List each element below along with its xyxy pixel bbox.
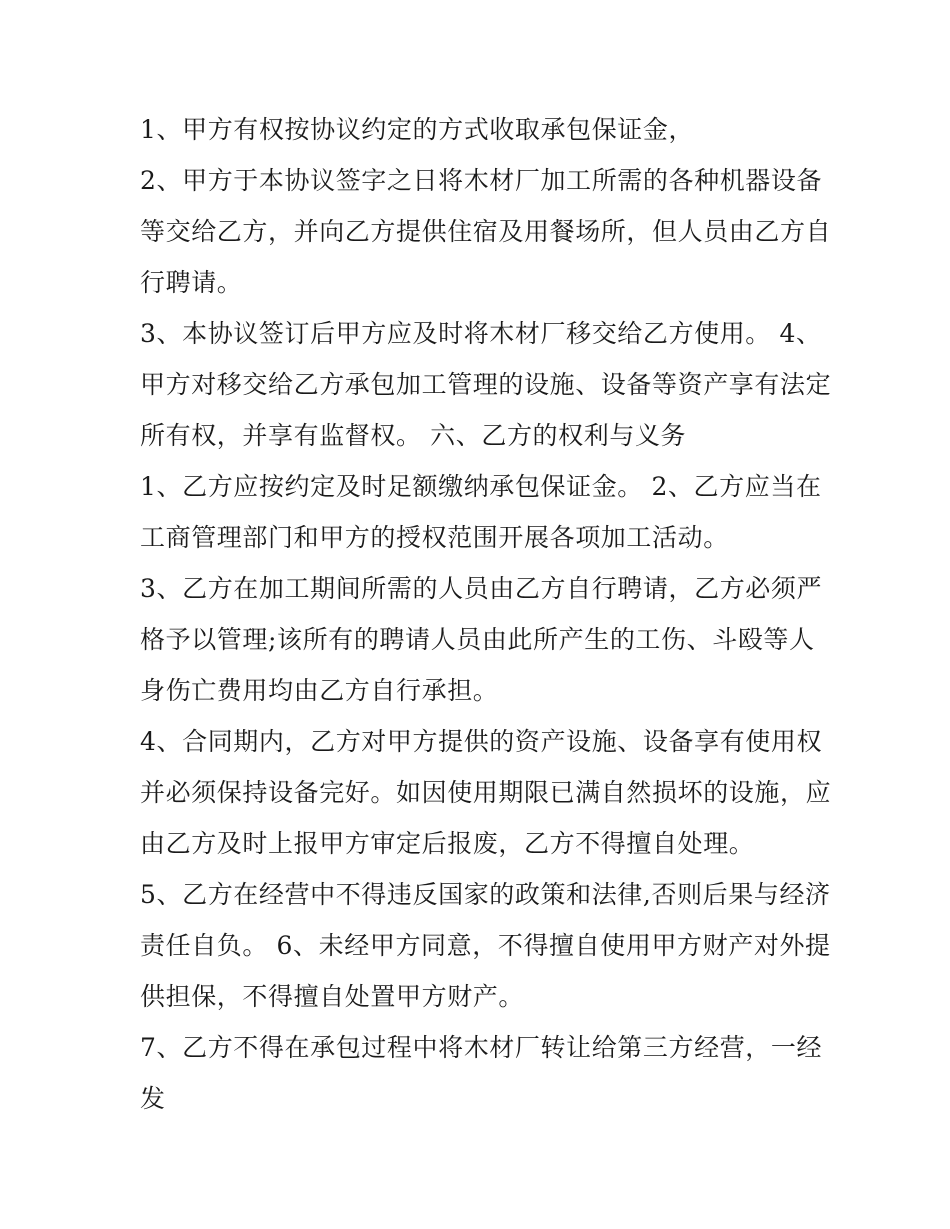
text-line: 甲方对移交给乙方承包加工管理的设施、设备等资产享有法定 bbox=[140, 370, 832, 399]
text-line: 1、甲方有权按协议约定的方式收取承包保证金， bbox=[140, 115, 695, 144]
text-line: 发 bbox=[140, 1084, 166, 1113]
text-line: 供担保，不得擅自处置甲方财产。 bbox=[140, 982, 525, 1011]
text-line: 责任自负。 6、未经甲方同意，不得擅自使用甲方财产对外提 bbox=[140, 931, 831, 960]
text-line: 5、乙方在经营中不得违反国家的政策和法律,否则后果与经济 bbox=[140, 880, 831, 909]
text-line: 格予以管理;该所有的聘请人员由此所产生的工伤、斗殴等人 bbox=[140, 625, 815, 654]
text-line: 2、甲方于本协议签字之日将木材厂加工所需的各种机器设备 bbox=[140, 166, 823, 195]
text-line: 工商管理部门和甲方的授权范围开展各项加工活动。 bbox=[140, 523, 729, 552]
document-body bbox=[140, 104, 832, 1124]
text-line: 身伤亡费用均由乙方自行承担。 bbox=[140, 676, 499, 705]
text-line: 1、乙方应按约定及时足额缴纳承包保证金。 2、乙方应当在 bbox=[140, 472, 822, 501]
text-line: 7、乙方不得在承包过程中将木材厂转让给第三方经营，一经 bbox=[140, 1033, 823, 1062]
text-line: 3、本协议签订后甲方应及时将木材厂移交给乙方使用。 4、 bbox=[140, 319, 822, 348]
text-line: 4、合同期内，乙方对甲方提供的资产设施、设备享有使用权 bbox=[140, 727, 823, 756]
text-line: 由乙方及时上报甲方审定后报废，乙方不得擅自处理。 bbox=[140, 829, 755, 858]
text-line: 并必须保持设备完好。如因使用期限已满自然损坏的设施，应 bbox=[140, 778, 832, 807]
text-line: 行聘请。 bbox=[140, 268, 243, 297]
text-line: 所有权，并享有监督权。 六、乙方的权利与义务 bbox=[140, 421, 687, 450]
text-line: 等交给乙方，并向乙方提供住宿及用餐场所，但人员由乙方自 bbox=[140, 217, 832, 246]
text-line: 3、乙方在加工期间所需的人员由乙方自行聘请，乙方必须严 bbox=[140, 574, 823, 603]
